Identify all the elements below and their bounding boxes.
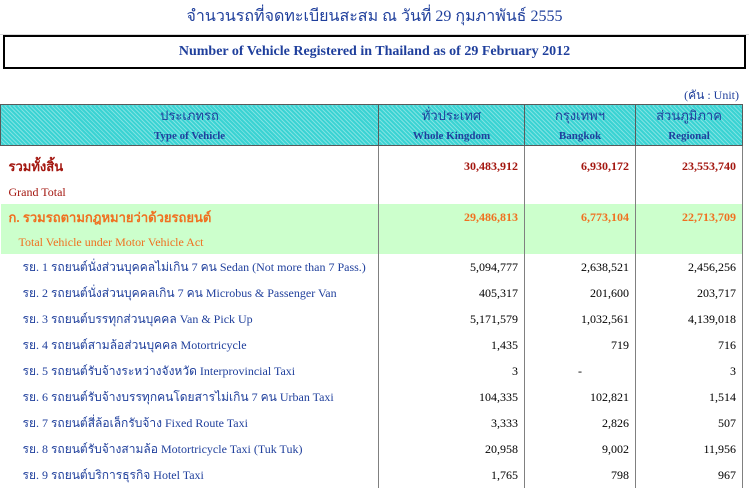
vehicle-type-label: รย. 5 รถยนต์รับจ้างระหว่างจังหวัด Interprovincial Taxi [22,363,296,378]
header-label-english: Regional [668,130,710,142]
whole-kingdom-value: 3,333 [379,410,525,436]
header-label-thai: ประเภทรถ [160,108,219,123]
motor-vehicle-act-row [1,204,743,230]
table-row [1,254,743,280]
table-row [1,384,743,410]
vehicle-table [0,104,743,488]
whole-kingdom-value: 104,335 [379,384,525,410]
grand-total-english-row [1,180,743,204]
motor-vehicle-act-label-thai: ก. รวมรถตามกฎหมายว่าด้วยรถยนต์ [1,204,379,230]
header-label-english: Bangkok [558,130,602,142]
regional-value: 967 [636,462,743,488]
whole-kingdom-value: 3 [379,358,525,384]
vehicle-type-label: รย. 9 รถยนต์บริการธุรกิจ Hotel Taxi [22,467,204,482]
table-row [1,410,743,436]
whole-kingdom-value: 20,958 [379,436,525,462]
bangkok-value: 2,638,521 [525,254,636,280]
motor-vehicle-act-whole: 29,486,813 [379,204,525,230]
header-type-of-vehicle [1,105,379,146]
grand-total-label-thai: รวมทั้งสิ้น [8,158,64,174]
whole-kingdom-value: 405,317 [379,280,525,306]
header-label-thai: ทั่วประเทศ [421,108,482,123]
vehicle-type-label: รย. 3 รถยนต์บรรทุกส่วนบุคคล Van & Pick Up [22,311,253,326]
vehicle-type-label: รย. 8 รถยนต์รับจ้างสามล้อ Motortricycle Taxi (Tuk Tuk) [22,441,303,456]
page-title-thai: จำนวนรถที่จดทะเบียนสะสม ณ วันที่ 29 กุมภาพันธ์ 2555 [0,0,749,35]
bangkok-value: 798 [525,462,636,488]
vehicle-type-label: รย. 6 รถยนต์รับจ้างบรรทุกคนโดยสารไม่เกิน 7 คน Urban Taxi [22,389,334,404]
whole-kingdom-value: 5,094,777 [379,254,525,280]
bangkok-value: 719 [525,332,636,358]
vehicle-type-label: รย. 7 รถยนต์สี่ล้อเล็กรับจ้าง Fixed Route Taxi [22,415,248,430]
bangkok-value: 102,821 [525,384,636,410]
header-regional [636,105,743,146]
header-bangkok [525,105,636,146]
whole-kingdom-value: 5,171,579 [379,306,525,332]
table-row [1,280,743,306]
regional-value: 3 [636,358,743,384]
regional-value: 1,514 [636,384,743,410]
whole-kingdom-value: 1,435 [379,332,525,358]
bangkok-value: 201,600 [525,280,636,306]
regional-value: 11,956 [636,436,743,462]
header-label-english: Whole Kingdom [412,130,491,142]
regional-value: 716 [636,332,743,358]
table-row [1,332,743,358]
whole-kingdom-value: 1,765 [379,462,525,488]
bangkok-value: - [525,358,636,384]
table-row [1,436,743,462]
grand-total-whole: 30,483,912 [379,152,525,180]
vehicle-type-label: รย. 4 รถยนต์สามล้อส่วนบุคคล Motortricycle [22,337,247,352]
motor-vehicle-act-english-row [1,230,743,254]
header-label-thai: ส่วนภูมิภาค [656,108,722,123]
regional-value: 2,456,256 [636,254,743,280]
bangkok-value: 2,826 [525,410,636,436]
regional-value: 203,717 [636,280,743,306]
bangkok-value: 1,032,561 [525,306,636,332]
bangkok-value: 9,002 [525,436,636,462]
header-label-thai: กรุงเทพฯ [554,108,606,123]
grand-total-regional: 23,553,740 [636,152,743,180]
motor-vehicle-act-regional: 22,713,709 [636,204,743,230]
regional-value: 507 [636,410,743,436]
grand-total-label-english: Grand Total [8,184,66,199]
grand-total-bangkok: 6,930,172 [525,152,636,180]
vehicle-type-label: รย. 1 รถยนต์นั่งส่วนบุคคลไม่เกิน 7 คน Sedan (Not more than 7 Pass.) [22,259,366,274]
vehicle-type-label: รย. 2 รถยนต์นั่งส่วนบุคคลเกิน 7 คน Microbus & Passenger Van [22,285,337,300]
table-row [1,462,743,488]
page-title-english: Number of Vehicle Registered in Thailand as of 29 February 2012 [3,35,746,69]
header-label-english: Type of Vehicle [153,130,226,142]
unit-label: (คัน : Unit) [684,88,739,102]
regional-value: 4,139,018 [636,306,743,332]
grand-total-row [1,152,743,180]
motor-vehicle-act-label-english: Total Vehicle under Motor Vehicle Act [1,230,379,254]
header-whole-kingdom [379,105,525,146]
table-row [1,358,743,384]
table-header-row [1,105,743,146]
motor-vehicle-act-bangkok: 6,773,104 [525,204,636,230]
table-row [1,306,743,332]
